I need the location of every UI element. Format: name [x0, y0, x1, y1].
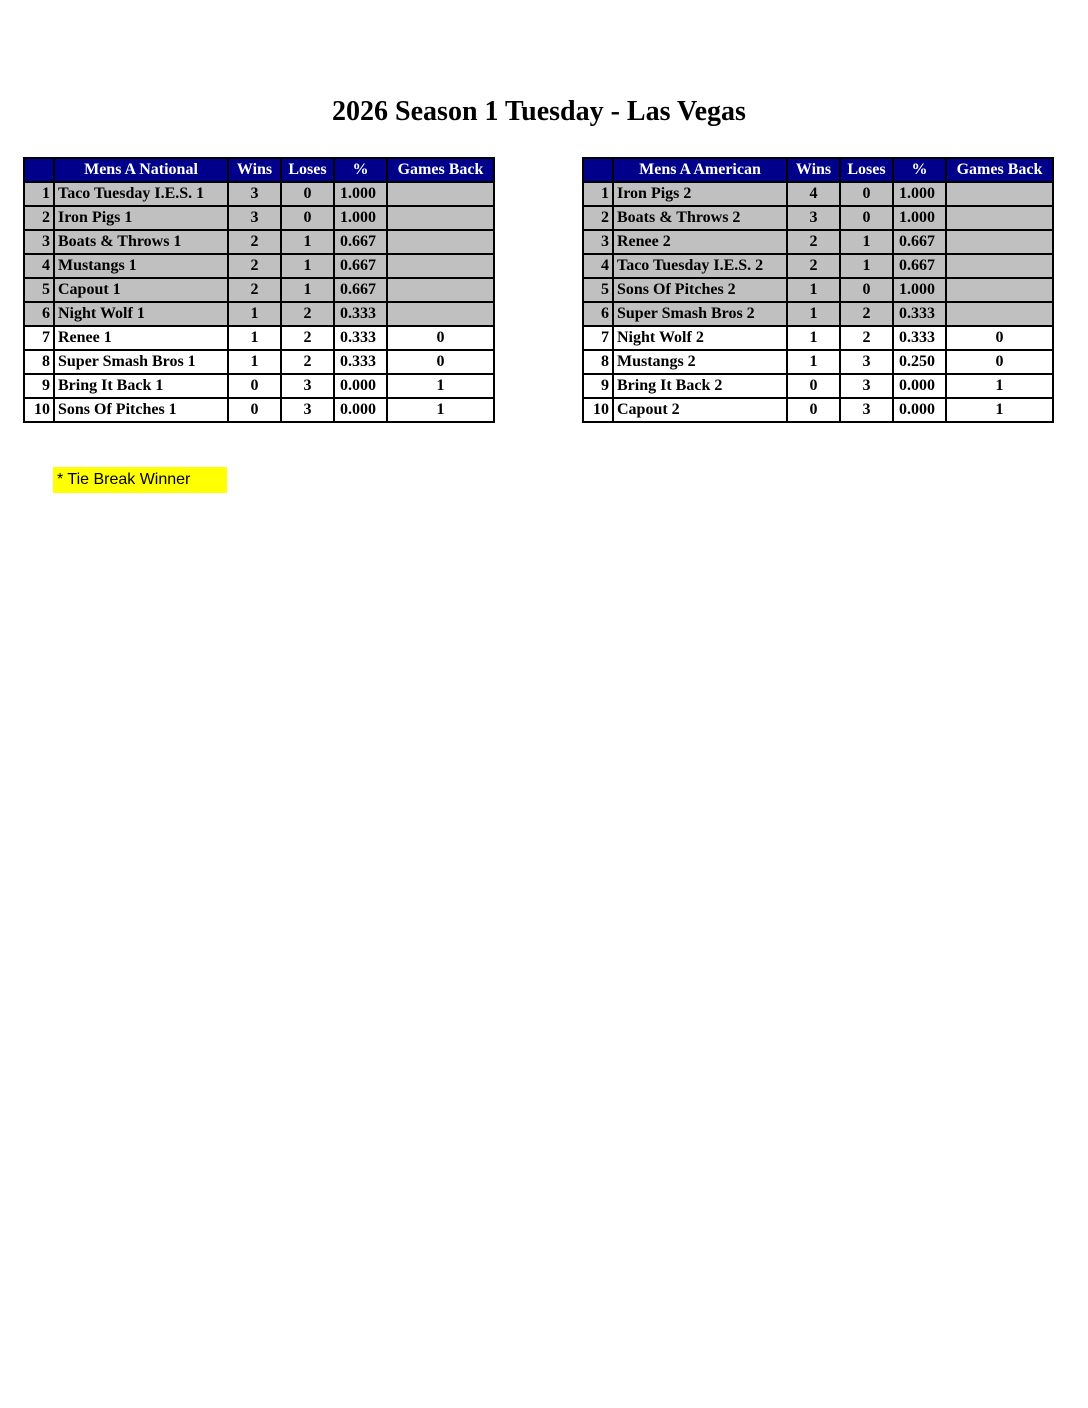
table-header-row	[24, 158, 494, 182]
pct-cell: 1.000	[893, 278, 946, 302]
loses-cell: 0	[840, 206, 893, 230]
team-cell: Sons Of Pitches 1	[54, 398, 228, 422]
wins-cell: 2	[787, 230, 840, 254]
games-back-cell	[946, 206, 1053, 230]
team-cell: Super Smash Bros 2	[613, 302, 787, 326]
table-row	[24, 254, 494, 278]
games-back-cell	[946, 230, 1053, 254]
table-row	[583, 254, 1053, 278]
pct-cell: 0.667	[334, 278, 387, 302]
table-row	[24, 302, 494, 326]
team-cell: Bring It Back 1	[54, 374, 228, 398]
wins-cell: 1	[787, 302, 840, 326]
wins-cell: 0	[228, 374, 281, 398]
table-row	[583, 350, 1053, 374]
pct-cell: 0.333	[334, 302, 387, 326]
wins-cell: 3	[228, 206, 281, 230]
loses-cell: 1	[281, 230, 334, 254]
loses-cell: 3	[840, 398, 893, 422]
wins-cell: 1	[228, 350, 281, 374]
loses-cell: 2	[840, 326, 893, 350]
games-back-cell: 0	[387, 326, 494, 350]
team-cell: Taco Tuesday I.E.S. 2	[613, 254, 787, 278]
pct-header: %	[334, 158, 387, 182]
rank-cell: 1	[583, 182, 613, 206]
loses-cell: 2	[281, 326, 334, 350]
wins-cell: 2	[228, 278, 281, 302]
team-cell: Bring It Back 2	[613, 374, 787, 398]
table-row	[24, 230, 494, 254]
pct-cell: 0.333	[893, 302, 946, 326]
team-cell: Super Smash Bros 1	[54, 350, 228, 374]
games-back-header: Games Back	[387, 158, 494, 182]
games-back-cell	[946, 182, 1053, 206]
wins-cell: 0	[228, 398, 281, 422]
pct-cell: 0.333	[334, 326, 387, 350]
games-back-cell: 1	[946, 398, 1053, 422]
pct-cell: 0.667	[334, 230, 387, 254]
table-row	[583, 230, 1053, 254]
wins-cell: 3	[787, 206, 840, 230]
wins-cell: 2	[787, 254, 840, 278]
rank-cell: 5	[24, 278, 54, 302]
table-row	[24, 398, 494, 422]
loses-cell: 3	[840, 350, 893, 374]
division-header: Mens A American	[613, 158, 787, 182]
table-row	[583, 206, 1053, 230]
pct-cell: 0.667	[334, 254, 387, 278]
loses-cell: 1	[281, 254, 334, 278]
games-back-cell	[387, 302, 494, 326]
games-back-cell	[946, 302, 1053, 326]
wins-cell: 2	[228, 254, 281, 278]
wins-header: Wins	[787, 158, 840, 182]
table-row	[24, 206, 494, 230]
pct-cell: 1.000	[893, 206, 946, 230]
table-row	[583, 374, 1053, 398]
table-row	[583, 326, 1053, 350]
loses-cell: 0	[281, 206, 334, 230]
games-back-cell: 1	[387, 398, 494, 422]
pct-cell: 0.000	[334, 398, 387, 422]
loses-cell: 1	[281, 278, 334, 302]
games-back-cell	[387, 230, 494, 254]
wins-cell: 1	[787, 278, 840, 302]
loses-cell: 3	[840, 374, 893, 398]
wins-cell: 0	[787, 374, 840, 398]
games-back-cell: 1	[387, 374, 494, 398]
rank-cell: 4	[583, 254, 613, 278]
games-back-cell: 0	[387, 350, 494, 374]
team-cell: Boats & Throws 2	[613, 206, 787, 230]
team-cell: Iron Pigs 2	[613, 182, 787, 206]
loses-cell: 3	[281, 374, 334, 398]
games-back-cell	[387, 206, 494, 230]
rank-cell: 7	[583, 326, 613, 350]
rank-cell: 6	[24, 302, 54, 326]
table-row	[583, 278, 1053, 302]
wins-cell: 4	[787, 182, 840, 206]
rank-cell: 7	[24, 326, 54, 350]
team-cell: Renee 2	[613, 230, 787, 254]
rank-cell: 9	[583, 374, 613, 398]
rank-cell: 8	[583, 350, 613, 374]
loses-cell: 0	[840, 278, 893, 302]
rank-cell: 2	[583, 206, 613, 230]
pct-cell: 1.000	[334, 182, 387, 206]
pct-cell: 0.250	[893, 350, 946, 374]
american-standings-table	[582, 157, 1054, 423]
wins-cell: 1	[228, 326, 281, 350]
team-cell: Taco Tuesday I.E.S. 1	[54, 182, 228, 206]
loses-header: Loses	[281, 158, 334, 182]
team-cell: Mustangs 1	[54, 254, 228, 278]
pct-cell: 0.000	[334, 374, 387, 398]
rank-cell: 1	[24, 182, 54, 206]
pct-cell: 0.667	[893, 230, 946, 254]
rank-cell: 10	[24, 398, 54, 422]
pct-cell: 1.000	[334, 206, 387, 230]
pct-cell: 0.333	[334, 350, 387, 374]
pct-cell: 0.333	[893, 326, 946, 350]
rank-cell: 10	[583, 398, 613, 422]
loses-cell: 2	[281, 302, 334, 326]
team-cell: Renee 1	[54, 326, 228, 350]
table-row	[24, 182, 494, 206]
team-cell: Mustangs 2	[613, 350, 787, 374]
table-row	[24, 374, 494, 398]
wins-cell: 2	[228, 230, 281, 254]
loses-header: Loses	[840, 158, 893, 182]
loses-cell: 1	[840, 254, 893, 278]
loses-cell: 3	[281, 398, 334, 422]
team-cell: Boats & Throws 1	[54, 230, 228, 254]
rank-cell: 8	[24, 350, 54, 374]
team-cell: Night Wolf 2	[613, 326, 787, 350]
rank-cell: 6	[583, 302, 613, 326]
games-back-cell: 0	[946, 326, 1053, 350]
table-row	[583, 398, 1053, 422]
pct-cell: 1.000	[893, 182, 946, 206]
pct-cell: 0.000	[893, 398, 946, 422]
team-cell: Capout 2	[613, 398, 787, 422]
table-row	[583, 302, 1053, 326]
table-row	[24, 350, 494, 374]
wins-cell: 1	[787, 350, 840, 374]
pct-cell: 0.000	[893, 374, 946, 398]
rank-cell: 3	[583, 230, 613, 254]
division-header: Mens A National	[54, 158, 228, 182]
rank-header	[24, 158, 54, 182]
wins-header: Wins	[228, 158, 281, 182]
loses-cell: 1	[840, 230, 893, 254]
games-back-cell	[387, 182, 494, 206]
team-cell: Night Wolf 1	[54, 302, 228, 326]
tie-break-legend: * Tie Break Winner	[53, 467, 227, 493]
wins-cell: 0	[787, 398, 840, 422]
games-back-cell: 0	[946, 350, 1053, 374]
games-back-cell	[946, 254, 1053, 278]
wins-cell: 3	[228, 182, 281, 206]
table-header-row	[583, 158, 1053, 182]
games-back-header: Games Back	[946, 158, 1053, 182]
table-row	[583, 182, 1053, 206]
rank-cell: 2	[24, 206, 54, 230]
pct-cell: 0.667	[893, 254, 946, 278]
loses-cell: 2	[281, 350, 334, 374]
national-standings-table	[23, 157, 495, 423]
pct-header: %	[893, 158, 946, 182]
games-back-cell	[387, 254, 494, 278]
wins-cell: 1	[228, 302, 281, 326]
games-back-cell	[387, 278, 494, 302]
team-cell: Capout 1	[54, 278, 228, 302]
team-cell: Iron Pigs 1	[54, 206, 228, 230]
games-back-cell: 1	[946, 374, 1053, 398]
table-row	[24, 278, 494, 302]
table-row	[24, 326, 494, 350]
rank-cell: 9	[24, 374, 54, 398]
rank-cell: 3	[24, 230, 54, 254]
loses-cell: 0	[840, 182, 893, 206]
rank-header	[583, 158, 613, 182]
rank-cell: 5	[583, 278, 613, 302]
page-title: 2026 Season 1 Tuesday - Las Vegas	[332, 96, 746, 127]
games-back-cell	[946, 278, 1053, 302]
team-cell: Sons Of Pitches 2	[613, 278, 787, 302]
wins-cell: 1	[787, 326, 840, 350]
rank-cell: 4	[24, 254, 54, 278]
loses-cell: 0	[281, 182, 334, 206]
loses-cell: 2	[840, 302, 893, 326]
